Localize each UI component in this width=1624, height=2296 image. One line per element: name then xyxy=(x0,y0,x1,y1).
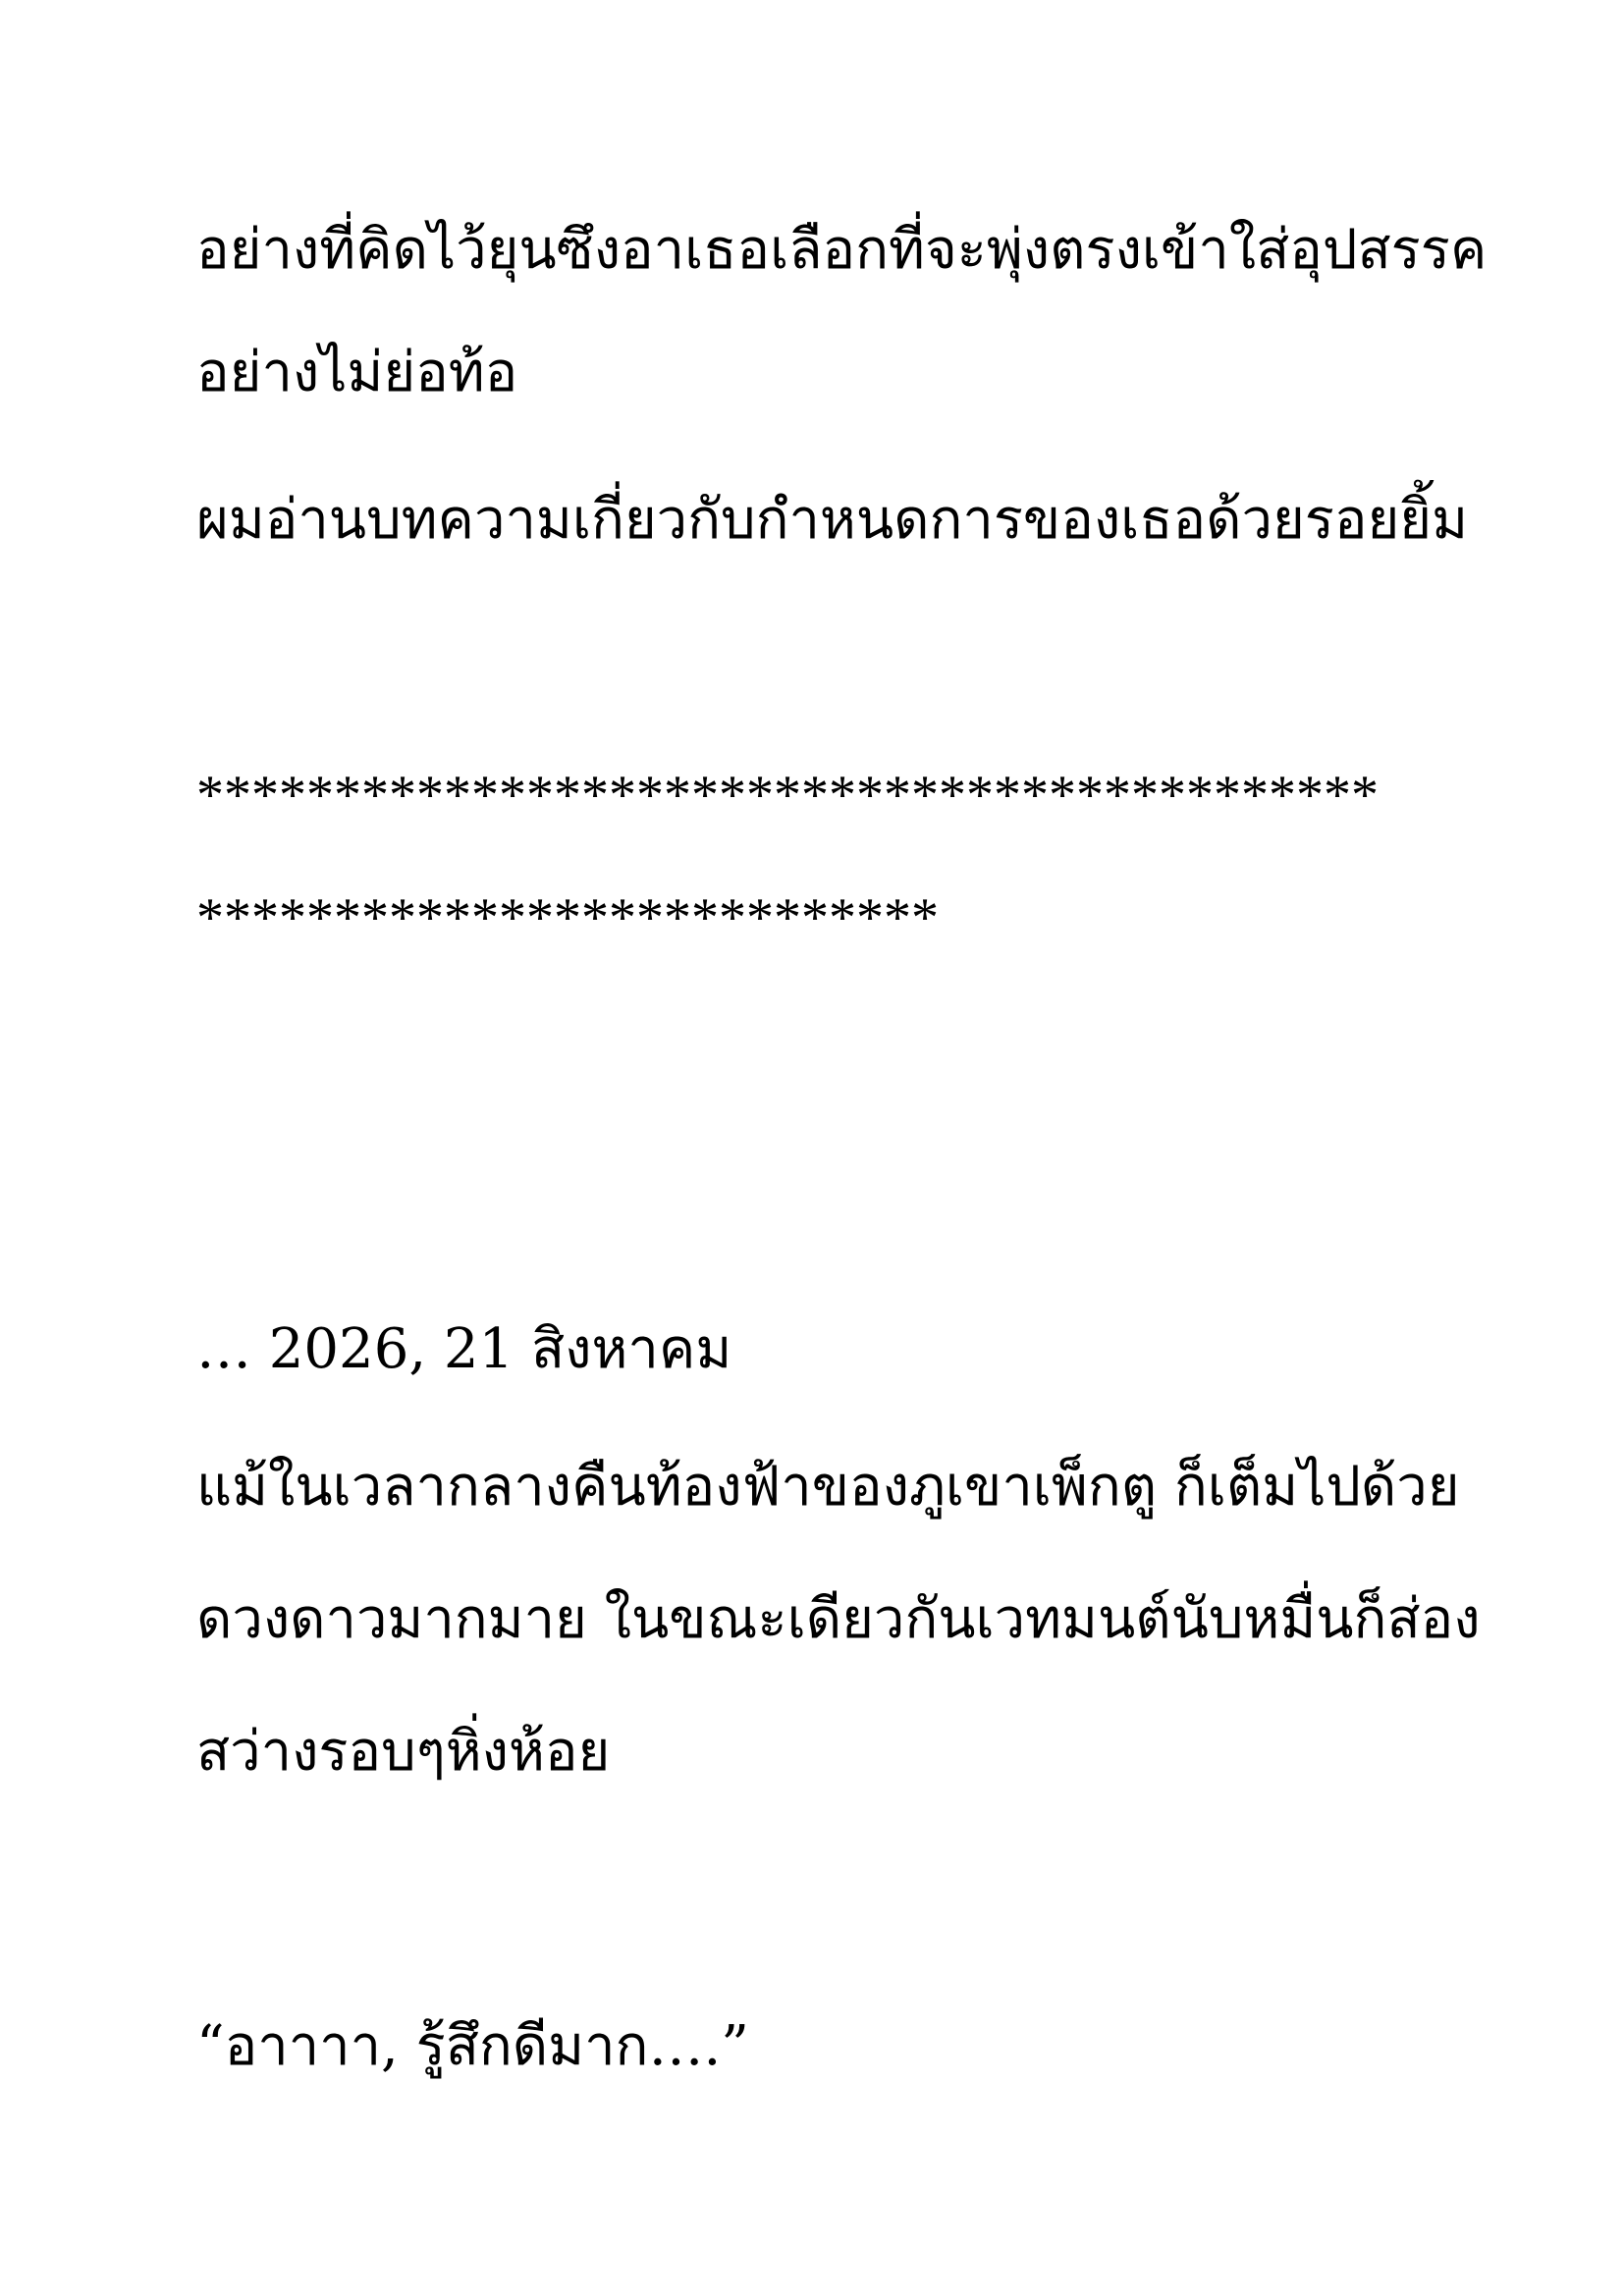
separator-line-2: *************************** xyxy=(196,887,939,948)
quote-line: “อาาาา, รู้สึกดีมาก….” xyxy=(196,2014,749,2078)
paragraph-3-line-3: สว่างรอบๆหิ่งห้อย xyxy=(196,1720,611,1784)
separator-line-1: ******************************************* xyxy=(196,765,1379,826)
dateline: … 2026, 21 สิงหาคม xyxy=(196,1317,732,1381)
paragraph-3-line-1: แม้ในเวลากลางคืนท้องฟ้าของภูเขาเพ็กตู ก็เต็มไปด้วย xyxy=(196,1455,1460,1519)
paragraph-1-line-1: อย่างที่คิดไว้ยุนซึงอาเธอเลือกที่จะพุ่งตรงเข้าใส่อุปสรรค xyxy=(196,218,1488,282)
paragraph-2: ผมอ่านบทความเกี่ยวกับกำหนดการของเธอด้วยรอยยิ้ม xyxy=(196,488,1468,552)
paragraph-1-line-2: อย่างไม่ย่อท้อ xyxy=(196,341,518,404)
paragraph-3-line-2: ดวงดาวมากมาย ในขณะเดียวกันเวทมนต์นับหมื่นก็ส่อง xyxy=(196,1587,1481,1651)
